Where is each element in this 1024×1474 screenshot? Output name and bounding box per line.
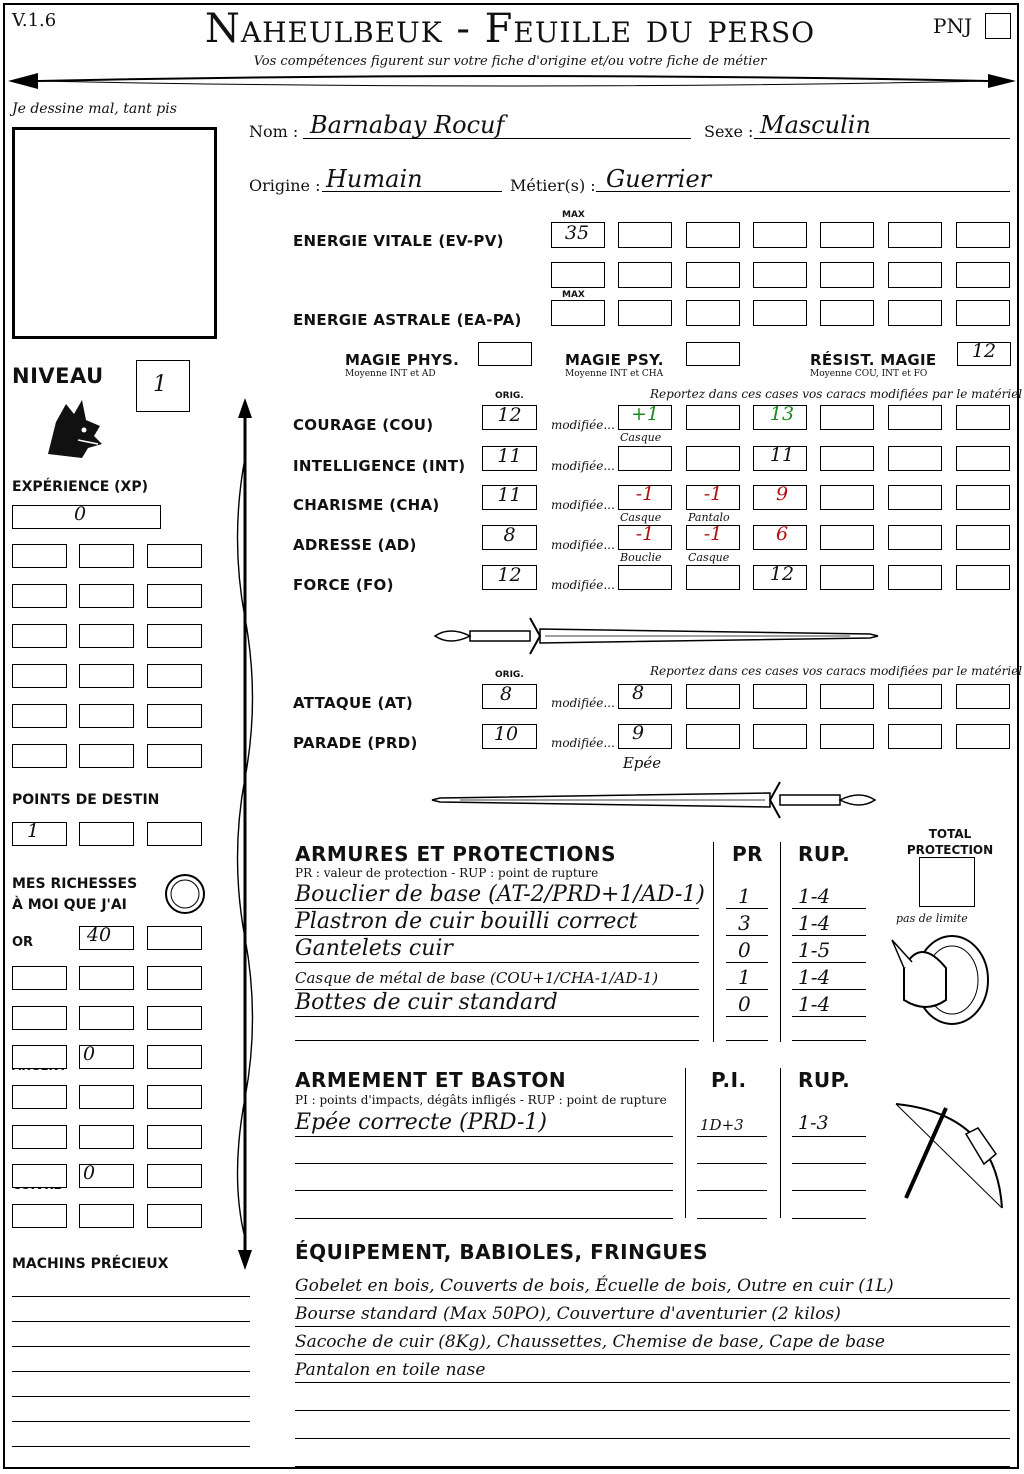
armor-pr-line	[726, 908, 768, 909]
copper-value: 0	[82, 1162, 96, 1184]
origin-label: Origine :	[249, 176, 321, 195]
stat-mod-box[interactable]	[820, 525, 874, 550]
combat-orig-value: 10	[493, 723, 519, 745]
armor-rup-line	[792, 908, 866, 909]
decorative-spear-header	[8, 68, 1016, 94]
stat-mod-value: 9	[775, 483, 789, 505]
ea-box[interactable]	[820, 300, 874, 326]
combat-mod-box[interactable]	[956, 724, 1010, 749]
stat-mod-box[interactable]	[686, 446, 740, 471]
ev-box[interactable]	[753, 222, 807, 248]
sex-underline	[754, 138, 1010, 139]
weapons-icon	[886, 1094, 1012, 1218]
xp-value: 0	[73, 503, 87, 525]
sword-icon-2	[430, 776, 880, 824]
weapon-line	[295, 1136, 673, 1137]
silver-value: 0	[82, 1043, 96, 1065]
stat-orig-value: 12	[497, 404, 522, 426]
weapon-rup-line	[792, 1136, 866, 1137]
stat-label: ADRESSE (AD)	[293, 536, 417, 554]
stat-mod-note: Casque	[620, 511, 662, 524]
stat-mod-value: -1	[635, 523, 655, 545]
wealth-box[interactable]	[12, 966, 67, 990]
precious-line[interactable]	[12, 1296, 250, 1297]
stat-orig-value: 11	[497, 445, 522, 467]
armor-rup-line	[792, 935, 866, 936]
weapon-rup-line	[792, 1218, 866, 1219]
precious-line[interactable]	[12, 1321, 250, 1322]
stat-mod-value: -1	[703, 523, 723, 545]
stat-mod-box[interactable]	[820, 485, 874, 510]
armor-rup-line	[792, 989, 866, 990]
stat-mod-box[interactable]	[820, 405, 874, 430]
weapon-item-name[interactable]: Epée correcte (PRD-1)	[295, 1110, 547, 1135]
xp-box[interactable]	[79, 664, 134, 688]
armor-pr-line	[726, 962, 768, 963]
job-underline	[596, 191, 1010, 192]
magic-resist-label: RÉSIST. MAGIE	[810, 351, 937, 369]
destiny-box-3[interactable]	[147, 822, 202, 846]
armor-pr-line	[726, 1016, 768, 1017]
combat-mod-box[interactable]	[820, 724, 874, 749]
weapon-line	[295, 1163, 673, 1164]
weapons-sub: PI : points d'impacts, dégâts infligés - RUP : point de rupture	[295, 1093, 667, 1107]
ev-box[interactable]	[956, 262, 1010, 288]
destiny-label: POINTS DE DESTIN	[12, 792, 160, 808]
stat-modified-label: modifiée...	[551, 459, 615, 473]
stat-orig-value: 12	[497, 564, 522, 586]
ea-box[interactable]	[888, 300, 942, 326]
stat-orig-value: 8	[503, 524, 516, 546]
armor-item-pr[interactable]: 1	[738, 884, 751, 908]
armor-divider-1	[713, 842, 714, 1042]
weapons-col-rup: RUP.	[798, 1068, 851, 1092]
total-protection-label: TOTAL PROTECTION	[906, 827, 994, 857]
wealth-box[interactable]	[12, 1085, 67, 1109]
combat-modified-label: modifiée...	[551, 736, 615, 750]
combat-mod-box[interactable]	[888, 684, 942, 709]
stat-mod-note: Bouclie	[620, 551, 662, 564]
magic-psy-sub: Moyenne INT et CHA	[565, 369, 664, 379]
combat-mod-box[interactable]	[753, 724, 807, 749]
stat-mod-value: 6	[775, 523, 789, 545]
gold-value: 40	[86, 924, 112, 946]
portrait-box[interactable]	[12, 127, 217, 339]
equipment-item[interactable]: Gobelet en bois, Couverts de bois, Écuelle de bois, Outre en cuir (1L)	[295, 1276, 894, 1296]
name-label: Nom :	[249, 122, 299, 141]
origin-value[interactable]: Humain	[326, 165, 423, 193]
sex-value[interactable]: Masculin	[760, 111, 871, 139]
armor-item-rup[interactable]: 1-4	[798, 884, 831, 908]
gold-label: OR	[12, 935, 34, 950]
equipment-line	[295, 1410, 1010, 1411]
weapons-divider-2	[780, 1068, 781, 1218]
sword-icon-1	[430, 612, 880, 660]
ea-label: ENERGIE ASTRALE (EA-PA)	[293, 311, 522, 329]
portrait-caption: Je dessine mal, tant pis	[12, 101, 177, 117]
combat-note: Reportez dans ces cases vos caracs modifiées par le matériel	[650, 664, 1023, 678]
sex-label: Sexe :	[704, 122, 754, 141]
equipment-line	[295, 1326, 1010, 1327]
armor-item-name[interactable]: Casque de métal de base (COU+1/CHA-1/AD-1)	[295, 969, 659, 987]
stat-modified-label: modifiée...	[551, 418, 615, 432]
armor-item-line	[295, 1016, 699, 1017]
weapon-item-pi[interactable]: 1D+3	[700, 1116, 744, 1134]
level-label: NIVEAU	[12, 364, 104, 388]
gold-box-2[interactable]	[147, 926, 202, 950]
stat-mod-value: 12	[769, 563, 795, 585]
wealth-box[interactable]	[147, 1125, 202, 1149]
stat-mod-box[interactable]	[820, 565, 874, 590]
ev-box[interactable]	[686, 222, 740, 248]
ev-box[interactable]	[820, 222, 874, 248]
ev-box[interactable]	[888, 262, 942, 288]
ev-max-label: MAX	[562, 210, 585, 220]
stat-mod-box[interactable]	[956, 405, 1010, 430]
ev-box[interactable]	[618, 262, 672, 288]
armor-item-pr[interactable]: 0	[738, 938, 751, 962]
destiny-value: 1	[26, 820, 40, 842]
stat-mod-value: -1	[703, 483, 723, 505]
dragon-icon	[38, 392, 108, 464]
combat-mod-box[interactable]	[686, 724, 740, 749]
ev-box[interactable]	[888, 222, 942, 248]
armor-item-name[interactable]: Gantelets cuir	[295, 936, 453, 961]
npc-checkbox[interactable]	[985, 13, 1011, 39]
weapon-pi-line	[697, 1136, 767, 1137]
ev-label: ENERGIE VITALE (EV-PV)	[293, 232, 504, 250]
xp-box[interactable]	[12, 624, 67, 648]
stats-orig-label: ORIG.	[495, 391, 524, 401]
xp-box[interactable]	[79, 744, 134, 768]
stat-orig-value: 11	[497, 484, 522, 506]
stat-mod-note: Casque	[688, 551, 730, 564]
magic-psy-label: MAGIE PSY.	[565, 351, 664, 369]
stat-mod-box[interactable]	[618, 446, 672, 471]
precious-line[interactable]	[12, 1446, 250, 1447]
weapon-line	[295, 1190, 673, 1191]
combat-label: PARADE (PRD)	[293, 734, 418, 752]
armor-item-line	[295, 962, 699, 963]
xp-box[interactable]	[79, 584, 134, 608]
combat-mod-box[interactable]	[686, 684, 740, 709]
armor-pr-line	[726, 935, 768, 936]
ev-box[interactable]	[686, 262, 740, 288]
stat-mod-box[interactable]	[888, 405, 942, 430]
magic-phys-label: MAGIE PHYS.	[345, 351, 460, 369]
precious-line[interactable]	[12, 1396, 250, 1397]
stat-mod-box[interactable]	[956, 565, 1010, 590]
combat-mod-value: 9	[631, 722, 645, 744]
job-label: Métier(s) :	[510, 176, 596, 195]
armor-item-rup[interactable]: 1-4	[798, 992, 831, 1016]
armor-item-pr[interactable]: 1	[738, 965, 751, 989]
wealth-label-1: MES RICHESSES	[12, 876, 138, 892]
xp-box[interactable]	[12, 544, 67, 568]
magic-resist-value: 12	[971, 340, 997, 362]
combat-mod-value: 8	[631, 682, 645, 704]
combat-orig-value: 8	[499, 683, 513, 705]
armor-item-name[interactable]: Bouclier de base (AT-2/PRD+1/AD-1)	[295, 882, 705, 907]
stat-label: COURAGE (COU)	[293, 416, 434, 434]
stat-mod-box[interactable]	[956, 485, 1010, 510]
ev-box[interactable]	[618, 222, 672, 248]
weapons-title: ARMEMENT ET BASTON	[295, 1068, 567, 1092]
stat-mod-box[interactable]	[686, 405, 740, 430]
stat-mod-value: 11	[769, 444, 795, 466]
stat-modified-label: modifiée...	[551, 578, 615, 592]
armor-item-rup[interactable]: 1-4	[798, 965, 831, 989]
stat-modified-label: modifiée...	[551, 498, 615, 512]
armor-pr-line	[726, 989, 768, 990]
magic-phys-box[interactable]	[478, 342, 532, 366]
armor-item-name[interactable]: Bottes de cuir standard	[295, 990, 558, 1015]
stat-mod-box[interactable]	[956, 446, 1010, 471]
combat-mod-box[interactable]	[956, 684, 1010, 709]
armor-col-pr: PR	[732, 842, 764, 866]
coin-icon	[163, 872, 207, 916]
armor-item-rup[interactable]: 1-4	[798, 911, 831, 935]
job-value[interactable]: Guerrier	[606, 165, 712, 193]
equipment-item[interactable]: Bourse standard (Max 50PO), Couverture d'aventurier (2 kilos)	[295, 1304, 841, 1324]
weapon-pi-line	[697, 1190, 767, 1191]
weapon-pi-line	[697, 1218, 767, 1219]
wealth-box[interactable]	[147, 1006, 202, 1030]
combat-mod-box[interactable]	[888, 724, 942, 749]
equipment-item[interactable]: Sacoche de cuir (8Kg), Chaussettes, Chemise de base, Cape de base	[295, 1332, 885, 1352]
armor-item-pr[interactable]: 0	[738, 992, 751, 1016]
armor-blank-line	[792, 1040, 866, 1041]
ev-box[interactable]	[820, 262, 874, 288]
combat-label: ATTAQUE (AT)	[293, 694, 414, 712]
xp-label: EXPÉRIENCE (XP)	[12, 479, 149, 495]
stats-note: Reportez dans ces cases vos caracs modifiées par le matériel	[650, 387, 1023, 401]
xp-box[interactable]	[147, 744, 202, 768]
armor-sub: PR : valeur de protection - RUP : point de rupture	[295, 866, 599, 880]
sheet-title: Naheulbeuk - Feuille du perso	[204, 6, 816, 52]
ea-max-label: MAX	[562, 290, 585, 300]
wealth-box[interactable]	[79, 1006, 134, 1030]
stat-mod-box[interactable]	[888, 565, 942, 590]
stat-mod-box[interactable]	[888, 525, 942, 550]
ea-box[interactable]	[753, 300, 807, 326]
xp-box[interactable]	[12, 744, 67, 768]
npc-label: PNJ	[933, 14, 972, 38]
equipment-line	[295, 1438, 1010, 1439]
precious-line[interactable]	[12, 1346, 250, 1347]
version-label: V.1.6	[12, 10, 57, 31]
xp-box[interactable]	[147, 584, 202, 608]
stat-mod-box[interactable]	[820, 446, 874, 471]
name-underline	[303, 138, 691, 139]
stat-label: CHARISME (CHA)	[293, 496, 440, 514]
weapons-divider-1	[685, 1068, 686, 1218]
armor-blank-line	[295, 1040, 699, 1041]
wealth-box[interactable]	[12, 1164, 67, 1188]
armor-item-pr[interactable]: 3	[738, 911, 751, 935]
stat-mod-value: +1	[630, 403, 659, 425]
armor-rup-line	[792, 962, 866, 963]
combat-mod-note: Epée	[622, 754, 662, 772]
weapon-item-rup[interactable]: 1-3	[798, 1112, 829, 1134]
armor-limit-note: pas de limite	[896, 912, 968, 925]
total-protection-box[interactable]	[919, 857, 975, 907]
decorative-staff	[228, 398, 262, 1270]
stat-modified-label: modifiée...	[551, 538, 615, 552]
weapon-rup-line	[792, 1163, 866, 1164]
weapon-rup-line	[792, 1190, 866, 1191]
equipment-item[interactable]: Pantalon en toile nase	[295, 1360, 486, 1380]
stat-mod-box[interactable]	[888, 446, 942, 471]
armor-title: ARMURES ET PROTECTIONS	[295, 842, 616, 866]
wealth-box[interactable]	[12, 1006, 67, 1030]
xp-box[interactable]	[147, 704, 202, 728]
wealth-box[interactable]	[147, 966, 202, 990]
wealth-box[interactable]	[147, 1085, 202, 1109]
wealth-box[interactable]	[79, 966, 134, 990]
precious-label: MACHINS PRÉCIEUX	[12, 1256, 169, 1272]
magic-phys-sub: Moyenne INT et AD	[345, 369, 436, 379]
sheet-subtitle: Vos compétences figurent sur votre fiche d'origine et/ou votre fiche de métier	[253, 54, 767, 69]
armor-item-name[interactable]: Plastron de cuir bouilli correct	[295, 909, 638, 934]
armor-rup-line	[792, 1016, 866, 1017]
combat-modified-label: modifiée...	[551, 696, 615, 710]
wealth-box[interactable]	[79, 1125, 134, 1149]
stat-mod-value: -1	[635, 483, 655, 505]
stat-label: INTELLIGENCE (INT)	[293, 457, 466, 475]
stat-mod-note: Pantalo	[688, 511, 730, 524]
stat-mod-note: Casque	[620, 431, 662, 444]
wealth-box[interactable]	[12, 1204, 67, 1228]
xp-box[interactable]	[79, 704, 134, 728]
precious-line[interactable]	[12, 1371, 250, 1372]
wealth-label-2: À MOI QUE J'AI	[12, 897, 127, 913]
xp-box[interactable]	[12, 664, 67, 688]
stat-mod-box[interactable]	[956, 525, 1010, 550]
weapon-line	[295, 1218, 673, 1219]
ea-max-box[interactable]	[551, 300, 605, 326]
origin-underline	[322, 191, 502, 192]
stat-mod-box[interactable]	[686, 565, 740, 590]
destiny-box-2[interactable]	[79, 822, 134, 846]
combat-orig-label: ORIG.	[495, 670, 524, 680]
level-value: 1	[153, 372, 167, 397]
silver-box-2[interactable]	[147, 1045, 202, 1069]
magic-psy-box[interactable]	[686, 342, 740, 366]
magic-resist-sub: Moyenne COU, INT et FO	[810, 369, 928, 379]
combat-mod-box[interactable]	[753, 684, 807, 709]
copper-box-2[interactable]	[147, 1164, 202, 1188]
stat-mod-value: 13	[769, 403, 795, 425]
wealth-box[interactable]	[12, 1045, 67, 1069]
equipment-line	[295, 1466, 1010, 1467]
ev-box[interactable]	[753, 262, 807, 288]
name-value[interactable]: Barnabay Rocuf	[310, 111, 505, 139]
armor-col-rup: RUP.	[798, 842, 851, 866]
wealth-box[interactable]	[12, 1125, 67, 1149]
equipment-line	[295, 1298, 1010, 1299]
stat-mod-box[interactable]	[618, 565, 672, 590]
xp-box[interactable]	[79, 544, 134, 568]
wealth-box[interactable]	[147, 1204, 202, 1228]
stat-mod-box[interactable]	[888, 485, 942, 510]
weapons-col-pi: P.I.	[711, 1068, 747, 1092]
precious-line[interactable]	[12, 1421, 250, 1422]
stat-label: FORCE (FO)	[293, 576, 394, 594]
xp-box[interactable]	[12, 704, 67, 728]
weapon-pi-line	[697, 1163, 767, 1164]
armor-blank-line	[726, 1040, 768, 1041]
equipment-title: ÉQUIPEMENT, BABIOLES, FRINGUES	[295, 1240, 709, 1264]
ea-box[interactable]	[618, 300, 672, 326]
armor-item-rup[interactable]: 1-5	[798, 938, 831, 962]
xp-box[interactable]	[147, 624, 202, 648]
ev-max-value: 35	[564, 222, 590, 244]
ea-box[interactable]	[686, 300, 740, 326]
helmet-shield-icon	[890, 928, 1000, 1028]
wealth-box[interactable]	[79, 1204, 134, 1228]
xp-box[interactable]	[12, 584, 67, 608]
ea-box[interactable]	[956, 300, 1010, 326]
armor-divider-2	[780, 842, 781, 1042]
xp-box[interactable]	[147, 544, 202, 568]
wealth-box[interactable]	[79, 1085, 134, 1109]
ev-box[interactable]	[956, 222, 1010, 248]
xp-box[interactable]	[79, 624, 134, 648]
combat-mod-box[interactable]	[820, 684, 874, 709]
equipment-line	[295, 1382, 1010, 1383]
equipment-line	[295, 1354, 1010, 1355]
xp-box[interactable]	[147, 664, 202, 688]
ev-box[interactable]	[551, 262, 605, 288]
